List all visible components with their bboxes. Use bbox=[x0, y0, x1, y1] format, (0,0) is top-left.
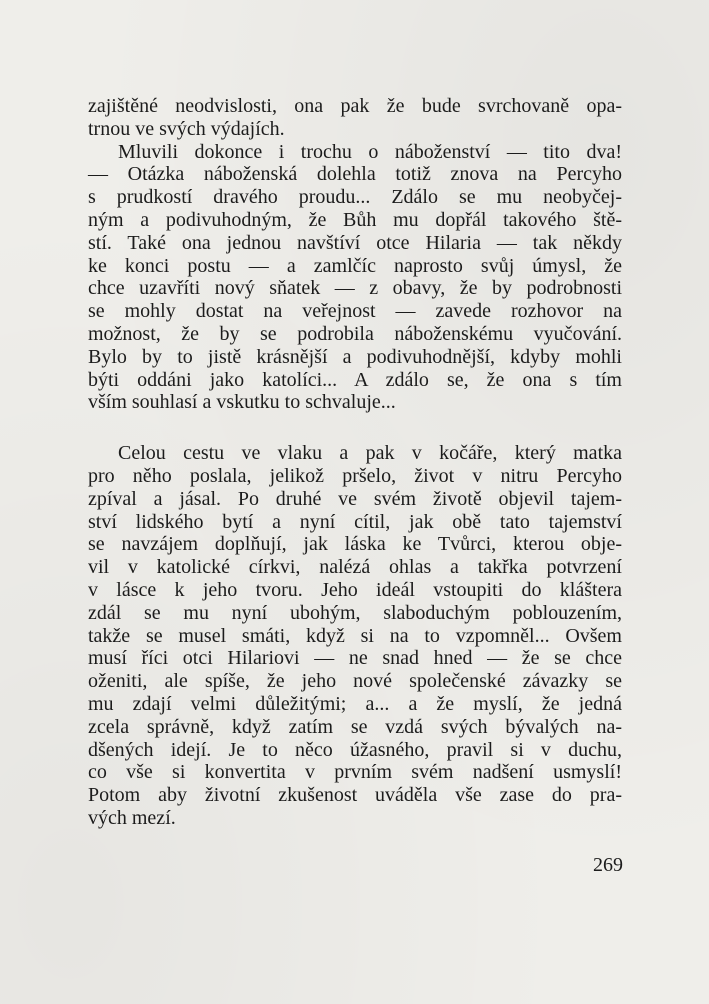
text-line: Mluvili dokonce i trochu o náboženství — tito dva! bbox=[118, 140, 622, 163]
text-line: trnou ve svých výdajích. bbox=[88, 117, 285, 140]
text-line: Celou cestu ve vlaku a pak v kočáře, který matka bbox=[118, 442, 622, 465]
text-line: se navzájem doplňují, jak láska ke Tvůrci, kterou obje- bbox=[88, 533, 622, 556]
text-line: zajištěné neodvislosti, ona pak že bude svrchovaně opa- bbox=[88, 95, 622, 117]
body-text bbox=[88, 95, 622, 830]
text-line: zpíval a jásal. Po druhé ve svém životě objevil tajem- bbox=[88, 487, 622, 510]
text-line: oženiti, ale spíše, že jeho nové společenské závazky se bbox=[88, 670, 622, 693]
text-line: musí říci otci Hilariovi — ne snad hned — že se chce bbox=[88, 647, 622, 670]
text-line: s prudkostí dravého proudu... Zdálo se mu neobyčej- bbox=[88, 186, 622, 209]
paragraph-3 bbox=[88, 442, 622, 830]
text-line: — Otázka náboženská dolehla totiž znova na Percyho bbox=[88, 163, 622, 186]
text-line: vil v katolické církvi, nalézá ohlas a takřka potvrzení bbox=[88, 556, 622, 579]
text-line: se mohly dostat na veřejnost — zavede rozhovor na bbox=[88, 300, 622, 323]
text-line: co vše si konvertita v prvním svém nadšení usmyslí! bbox=[88, 761, 622, 784]
text-line: zcela správně, když zatím se vzdá svých bývalých na- bbox=[88, 715, 622, 738]
text-line: Bylo by to jistě krásnější a podivuhodnější, kdyby mohli bbox=[88, 345, 622, 368]
page-number: 269 bbox=[593, 854, 623, 876]
text-line: chce uzavříti nový sňatek — z obavy, že by podrobnosti bbox=[88, 277, 622, 300]
paragraph-1 bbox=[88, 95, 622, 141]
text-line: ství lidského bytí a nyní cítil, jak obě tato tajemství bbox=[88, 510, 622, 533]
text-line: možnost, že by se podrobila náboženskému vyučování. bbox=[88, 322, 622, 345]
paragraph-gap bbox=[88, 414, 622, 442]
paragraph-2 bbox=[88, 141, 622, 415]
text-line: býti oddáni jako katolíci... A zdálo se, že ona s tím bbox=[88, 368, 622, 391]
text-line: Potom aby životní zkušenost uváděla vše zase do pra- bbox=[88, 784, 622, 807]
text-line: dšených idejí. Je to něco úžasného, pravil si v duchu, bbox=[88, 738, 622, 761]
text-line: pro něho poslala, jelikož pršelo, život v nitru Percyho bbox=[88, 464, 622, 487]
text-line: zdál se mu nyní ubohým, slaboduchým poblouzením, bbox=[88, 601, 622, 624]
text-line: vším souhlasí a vskutku to schvaluje... bbox=[88, 391, 396, 414]
text-line: stí. Také ona jednou navštíví otce Hilaria — tak někdy bbox=[88, 231, 622, 254]
text-line: ným a podivuhodným, že Bůh mu dopřál takového ště- bbox=[88, 208, 622, 231]
text-line: takže se musel smáti, když si na to vzpomněl... Ovšem bbox=[88, 624, 622, 647]
text-line: mu zdají velmi důležitými; a... a že myslí, že jedná bbox=[88, 692, 622, 715]
text-line: v lásce k jeho tvoru. Jeho ideál vstoupiti do kláštera bbox=[88, 578, 622, 601]
text-line: ke konci postu — a zamlčíc naprosto svůj úmysl, že bbox=[88, 254, 622, 277]
text-line: vých mezí. bbox=[88, 806, 176, 829]
